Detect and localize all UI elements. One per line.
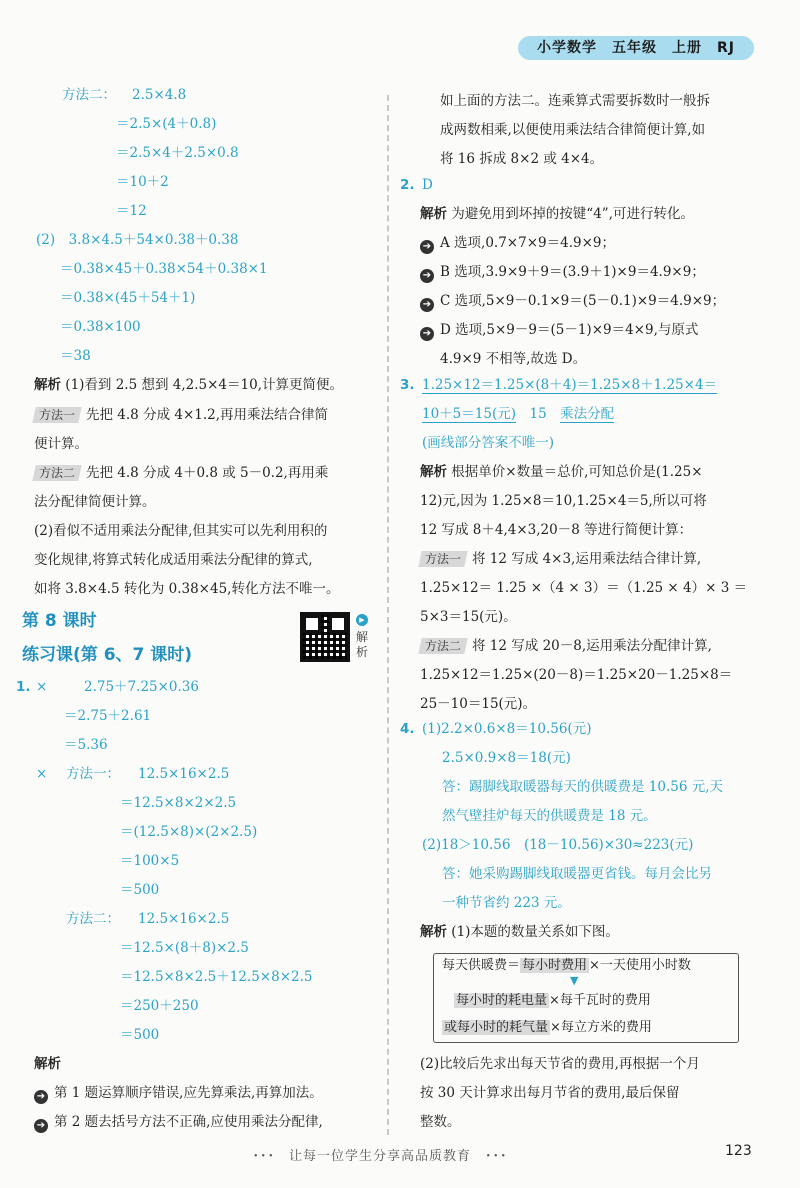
diagram-row: 每小时的耗电量 ×每千瓦时的费用 bbox=[456, 993, 651, 1008]
analysis-text: 4.9×9 不相等,故选 D。 bbox=[440, 351, 587, 367]
qr-label: 解析 bbox=[356, 630, 369, 659]
answer-line: 1.25×12＝1.25×(8＋4)＝1.25×8＋1.25×4＝ bbox=[422, 377, 718, 393]
page-number: 123 bbox=[725, 1143, 752, 1159]
analysis-text: 1.25×12＝1.25×(20－8)＝1.25×20－1.25×8＝ bbox=[420, 667, 733, 683]
question-number: 3. bbox=[400, 377, 415, 393]
math-line: ＝12.5×(8＋8)×2.5 bbox=[120, 940, 249, 956]
question-number: 1. bbox=[16, 679, 31, 695]
answer-line: 10＋5＝15(元) 15 乘法分配 bbox=[422, 406, 615, 422]
arrow-icon: ➔ bbox=[420, 269, 434, 283]
method-tag: 方法二 bbox=[418, 638, 467, 654]
math-line: ＝(12.5×8)×(2×2.5) bbox=[120, 824, 258, 840]
analysis-text: 5×3＝15(元)。 bbox=[420, 609, 517, 625]
answer-line: 2.5×0.9×8＝18(元) bbox=[442, 750, 571, 766]
qr-code[interactable] bbox=[300, 612, 350, 662]
analysis-text: 按 30 天计算求出每月节省的费用,最后保留 bbox=[420, 1085, 680, 1101]
analysis-text: 将 16 拆成 8×2 或 4×4。 bbox=[440, 151, 604, 167]
diagram-row: 每天供暖费＝ 每小时费用 ×一天使用小时数 bbox=[442, 958, 691, 973]
arrow-icon: ➔ bbox=[34, 1119, 48, 1133]
analysis-text: (1)看到 2.5 想到 4,2.5×4＝10,计算更简便。 bbox=[65, 377, 343, 393]
analysis-text: 先把 4.8 分成 4×1.2,再用乘法结合律简 bbox=[86, 407, 329, 423]
method1-label: 方法一： bbox=[66, 766, 120, 782]
arrow-icon: ➔ bbox=[420, 327, 434, 341]
analysis-line: ➔ 第 1 题运算顺序错误,应先算乘法,再算加法。 bbox=[34, 1084, 323, 1104]
math-line: 2.75＋7.25×0.36 bbox=[84, 679, 199, 695]
lesson-title: 第 8 课时 bbox=[18, 610, 101, 632]
analysis-label: 解析 bbox=[420, 924, 447, 940]
analysis-text: 如将 3.8×4.5 转化为 0.38×45,转化方法不唯一。 bbox=[34, 581, 340, 597]
math-line: ＝0.38×45＋0.38×54＋0.38×1 bbox=[60, 261, 268, 277]
analysis-line: ➔ C 选项,5×9－0.1×9＝(5－0.1)×9＝4.9×9； bbox=[420, 292, 725, 312]
answer-note: (画线部分答案不唯一) bbox=[422, 435, 555, 451]
column-divider bbox=[387, 95, 389, 1135]
math-line: ＝2.75＋2.61 bbox=[64, 708, 152, 724]
answer-line: 答：踢脚线取暖器每天的供暖费是 10.56 元,天 bbox=[442, 779, 724, 795]
analysis-line bbox=[34, 464, 328, 482]
math-line: ＝2.5×4＋2.5×0.8 bbox=[116, 145, 239, 161]
analysis-label: 解析 bbox=[420, 206, 447, 222]
analysis-line: ➔ B 选项,3.9×9＋9＝(3.9＋1)×9＝4.9×9； bbox=[420, 263, 705, 283]
analysis-label: 解析 bbox=[34, 377, 61, 393]
math-line: ＝500 bbox=[120, 1027, 160, 1043]
wrong-mark: × bbox=[36, 679, 48, 695]
math-line: ＝12.5×8×2.5＋12.5×8×2.5 bbox=[120, 969, 313, 985]
analysis-label: 解析 bbox=[420, 464, 447, 480]
analysis-text: 12 写成 8＋4,4×3,20－8 等进行简便计算： bbox=[420, 522, 693, 538]
analysis-line bbox=[34, 376, 343, 394]
math-line: ＝0.38×100 bbox=[60, 319, 141, 335]
wrong-mark: × bbox=[36, 766, 48, 782]
answer-line: 一种节省约 223 元。 bbox=[442, 895, 571, 911]
analysis-text: 1.25×12＝ 1.25 ×（4 × 3）＝（1.25 × 4）× 3 ＝ bbox=[420, 580, 748, 596]
math-line: ＝2.5×(4＋0.8) bbox=[116, 116, 217, 132]
arrow-icon: ➔ bbox=[420, 298, 434, 312]
analysis-text: 变化规律,将算式转化成适用乘法分配律的算式, bbox=[34, 552, 313, 568]
answer-line: 答：她采购踢脚线取暖器更省钱。每月会比另 bbox=[442, 866, 712, 882]
lesson-subtitle: 练习课(第 6、7 课时) bbox=[18, 644, 196, 666]
analysis-text: 法分配律简便计算。 bbox=[34, 494, 156, 510]
analysis-text: (2)看似不适用乘法分配律,但其实可以先利用积的 bbox=[34, 523, 328, 539]
method2-label: 方法二： bbox=[66, 911, 120, 927]
play-icon[interactable]: ▶ bbox=[356, 614, 368, 626]
math-line: 2.5×4.8 bbox=[132, 87, 187, 103]
analysis-text: 12)元,因为 1.25×8＝10,1.25×4＝5,所以可将 bbox=[420, 493, 707, 509]
analysis-text: 如上面的方法二。连乘算式需要拆数时一般拆 bbox=[440, 93, 710, 109]
math-line: 12.5×16×2.5 bbox=[138, 766, 230, 782]
answer-line: (2)18＞10.56 (18－10.56)×30≈223(元) bbox=[422, 837, 694, 853]
analysis-line: ➔ 第 2 题去括号方法不正确,应使用乘法分配律, bbox=[34, 1113, 323, 1133]
math-line: ＝12 bbox=[116, 203, 147, 219]
analysis-line: 方法二 将 12 写成 20－8,运用乘法分配律计算, bbox=[420, 637, 712, 655]
analysis-line: 解析 根据单价×数量＝总价,可知总价是(1.25× bbox=[420, 464, 703, 480]
analysis-text: 整数。 bbox=[420, 1114, 461, 1130]
math-line: ＝500 bbox=[120, 882, 160, 898]
analysis-line: ➔ D 选项,5×9－9＝(5－1)×9＝4×9,与原式 bbox=[420, 321, 698, 341]
relationship-diagram bbox=[433, 953, 739, 1043]
math-line: ＝38 bbox=[60, 348, 91, 364]
math-line: ＝250＋250 bbox=[120, 998, 199, 1014]
math-line: ＝0.38×(45＋54＋1) bbox=[60, 290, 196, 306]
method2-label: 方法二： bbox=[62, 87, 116, 103]
math-line: ＝5.36 bbox=[64, 737, 108, 753]
question-number: 4. bbox=[400, 721, 415, 737]
analysis-line: 解析 (1)本题的数量关系如下图。 bbox=[420, 924, 619, 940]
method-tag: 方法一 bbox=[32, 407, 81, 423]
math-line: 12.5×16×2.5 bbox=[138, 911, 230, 927]
analysis-line bbox=[34, 406, 328, 424]
answer: D bbox=[422, 177, 433, 193]
analysis-text: 成两数相乘,以便使用乘法结合律简便计算,如 bbox=[440, 122, 706, 138]
method-tag: 方法一 bbox=[418, 551, 467, 567]
analysis-text: 先把 4.8 分成 4＋0.8 或 5－0.2,再用乘 bbox=[86, 465, 329, 481]
footer-slogan: ･･･ 让每一位学生分享高品质教育 ･･･ bbox=[252, 1149, 508, 1164]
analysis-line: 方法一 将 12 写成 4×3,运用乘法结合律计算, bbox=[420, 550, 701, 568]
analysis-text: (2)比较后先求出每天节省的费用,再根据一个月 bbox=[420, 1056, 700, 1072]
analysis-text: 便计算。 bbox=[34, 436, 88, 452]
math-line: ＝10＋2 bbox=[116, 174, 169, 190]
analysis-label: 解析 bbox=[34, 1056, 61, 1072]
answer-line: 然气壁挂炉每天的供暖费是 18 元。 bbox=[442, 808, 657, 824]
arrow-icon: ➔ bbox=[420, 240, 434, 254]
analysis-line: 解析 为避免用到坏掉的按键“4”,可进行转化。 bbox=[420, 206, 694, 222]
book-header-badge: 小学数学 五年级 上册 RJ bbox=[518, 36, 754, 60]
down-arrow-icon: ▼ bbox=[570, 974, 579, 987]
answer-line: (1)2.2×0.6×8＝10.56(元) bbox=[422, 721, 592, 737]
analysis-text: 25－10＝15(元)。 bbox=[420, 696, 537, 712]
method-tag: 方法二 bbox=[32, 465, 81, 481]
analysis-line: ➔ A 选项,0.7×7×9＝4.9×9； bbox=[420, 234, 615, 254]
math-line: ＝100×5 bbox=[120, 853, 180, 869]
math-line: ＝12.5×8×2×2.5 bbox=[120, 795, 237, 811]
arrow-icon: ➔ bbox=[34, 1090, 48, 1104]
question-number: 2. bbox=[400, 177, 415, 193]
math-line: (2) 3.8×4.5＋54×0.38＋0.38 bbox=[36, 232, 239, 248]
diagram-row: 或每小时的耗气量 ×每立方米的费用 bbox=[444, 1020, 652, 1035]
